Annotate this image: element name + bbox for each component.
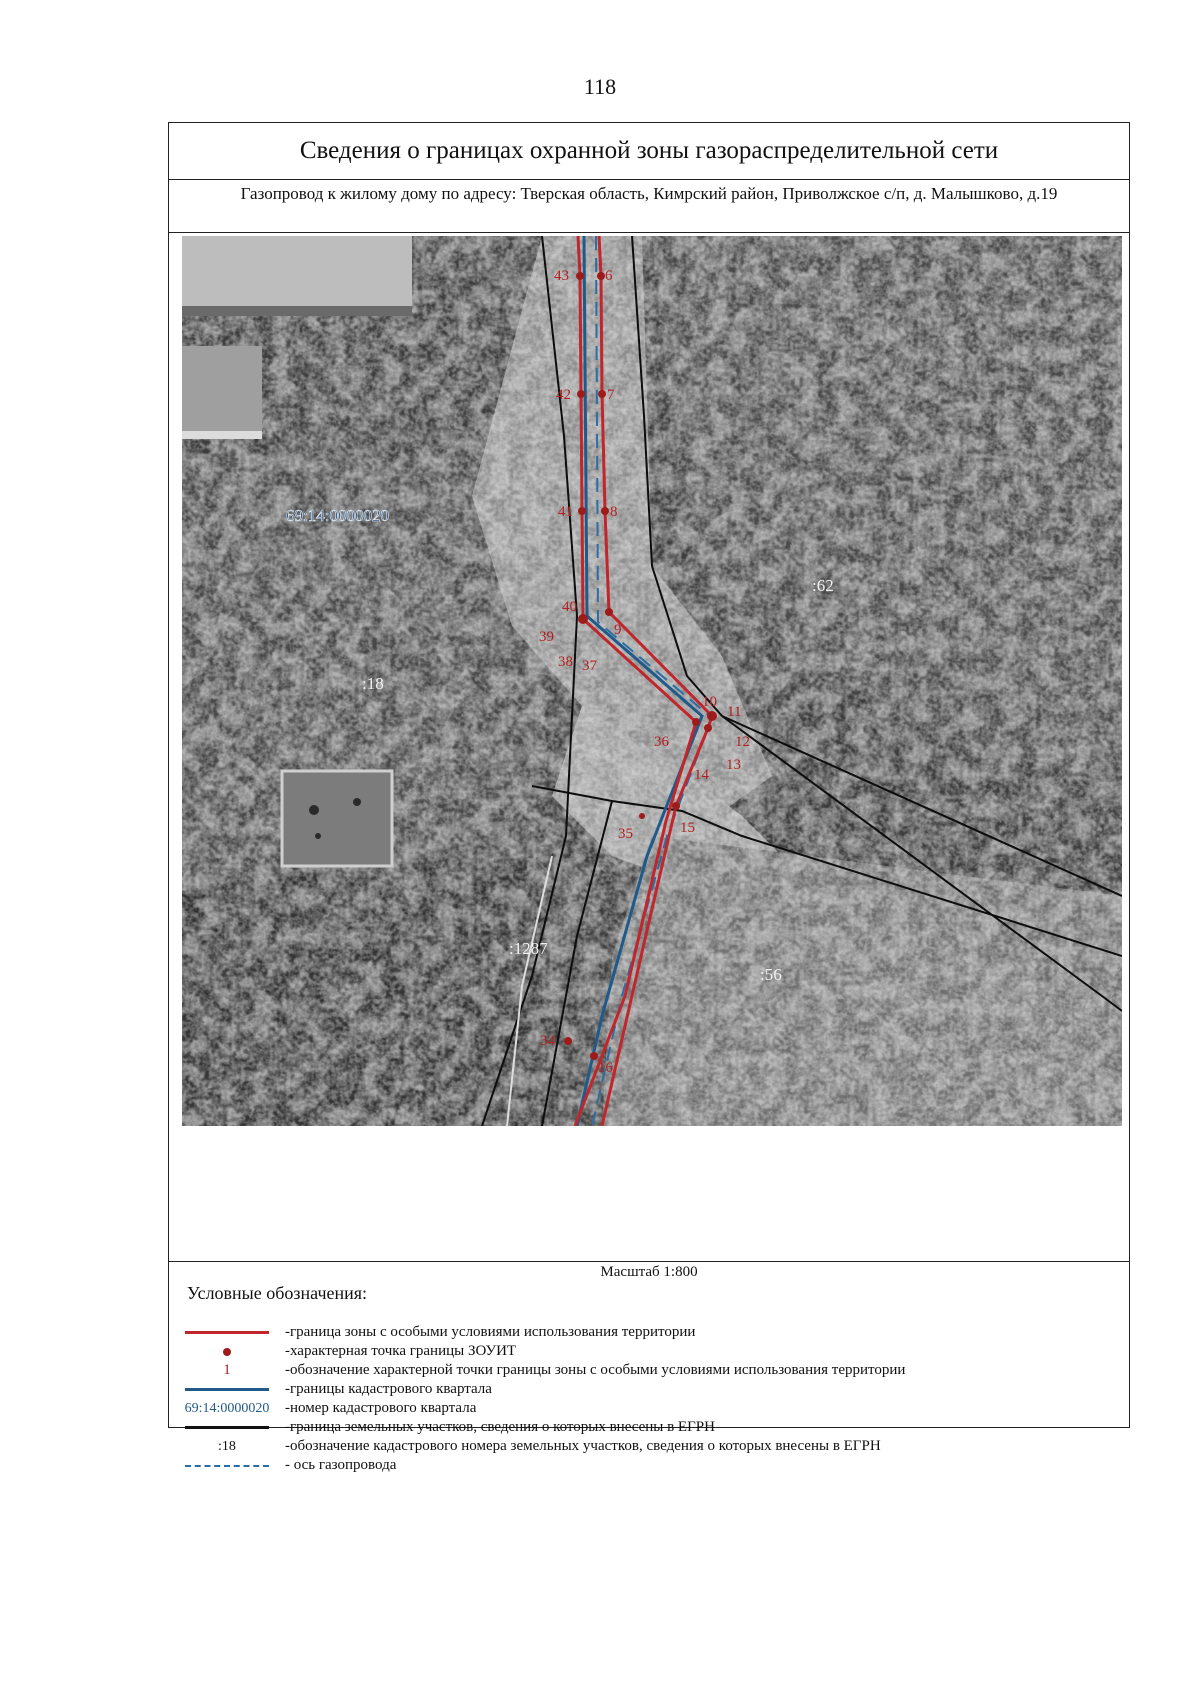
point-label: 38 [558, 654, 573, 670]
point-label: 43 [554, 268, 569, 284]
point-label: 34 [540, 1033, 555, 1049]
page-number: 118 [583, 74, 617, 99]
legend-item-text: -обозначение характерной точки границы зоны с особыми условиями использования территории [285, 1362, 906, 1378]
parcel-label-1287: :1287 [509, 939, 548, 958]
quarter-number-label: 69:14:0000020 [286, 506, 389, 525]
point-label: 14 [694, 767, 709, 783]
legend-title: Условные обозначения: [187, 1283, 368, 1303]
quarter-boundary-line-icon [185, 1388, 269, 1391]
legend-item-quarter-number [173, 1399, 1113, 1418]
legend [173, 1323, 1113, 1475]
map-scale: Масштаб 1:800 [600, 1264, 698, 1280]
legend-item-text: -границы кадастрового квартала [285, 1381, 492, 1397]
legend-item-point-marker [173, 1342, 1113, 1361]
legend-item-text: -граница зоны с особыми условиями использования территории [285, 1324, 696, 1340]
point-label: 12 [735, 734, 750, 750]
point-label: 35 [618, 826, 633, 842]
legend-item-parcel-number [173, 1437, 1113, 1456]
parcel-number-sample: :18 [218, 1438, 236, 1454]
quarter-number-sample: 69:14:0000020 [184, 1400, 270, 1416]
point-label: 39 [539, 629, 554, 645]
document-title: Сведения о границах охранной зоны газораспределительной сети [169, 123, 1129, 180]
point-label-sample: 1 [223, 1362, 231, 1378]
legend-item-text: -номер кадастрового квартала [285, 1400, 477, 1416]
parcel-label-18: :18 [362, 674, 384, 693]
point-label: 37 [582, 658, 597, 674]
parcel-boundary-line-icon [185, 1426, 269, 1429]
legend-item-quarter-boundary [173, 1380, 1113, 1399]
legend-item-point-label [173, 1361, 1113, 1380]
point-label: 16 [598, 1060, 613, 1076]
point-label: 15 [680, 820, 695, 836]
point-label: 41 [558, 504, 573, 520]
point-label: 42 [556, 387, 571, 403]
parcel-label-56: :56 [760, 965, 782, 984]
point-label: 36 [654, 734, 669, 750]
legend-item-text: -характерная точка границы ЗОУИТ [285, 1343, 517, 1359]
pipeline-axis-line-icon [185, 1465, 269, 1467]
parcel-label-62: :62 [812, 576, 834, 595]
point-label: 9 [614, 622, 622, 638]
zone-boundary-line-icon [185, 1331, 269, 1334]
legend-item-text: -обозначение кадастрового номера земельных участков, сведения о которых внесены в ЕГРН [285, 1438, 881, 1454]
legend-item-text: - ось газопровода [285, 1457, 397, 1473]
legend-item-parcel-boundary [173, 1418, 1113, 1437]
point-label: 6 [605, 268, 613, 284]
point-marker-icon [223, 1348, 231, 1356]
document-subtitle: Газопровод к жилому дому по адресу: Тверская область, Кимрский район, Приволжское с/п, д. Малышково, д.19 [169, 179, 1129, 233]
point-label: 8 [610, 504, 618, 520]
aerial-map [182, 236, 1122, 1126]
point-label: 10 [702, 694, 717, 710]
legend-item-pipeline-axis [173, 1456, 1113, 1475]
point-label: 40 [562, 599, 577, 615]
point-label: 7 [607, 387, 615, 403]
point-label: 13 [726, 757, 741, 773]
legend-item-zone-boundary [173, 1323, 1113, 1342]
point-label: 11 [727, 704, 742, 720]
legend-item-text: -граница земельных участков, сведения о которых внесены в ЕГРН [285, 1419, 715, 1435]
